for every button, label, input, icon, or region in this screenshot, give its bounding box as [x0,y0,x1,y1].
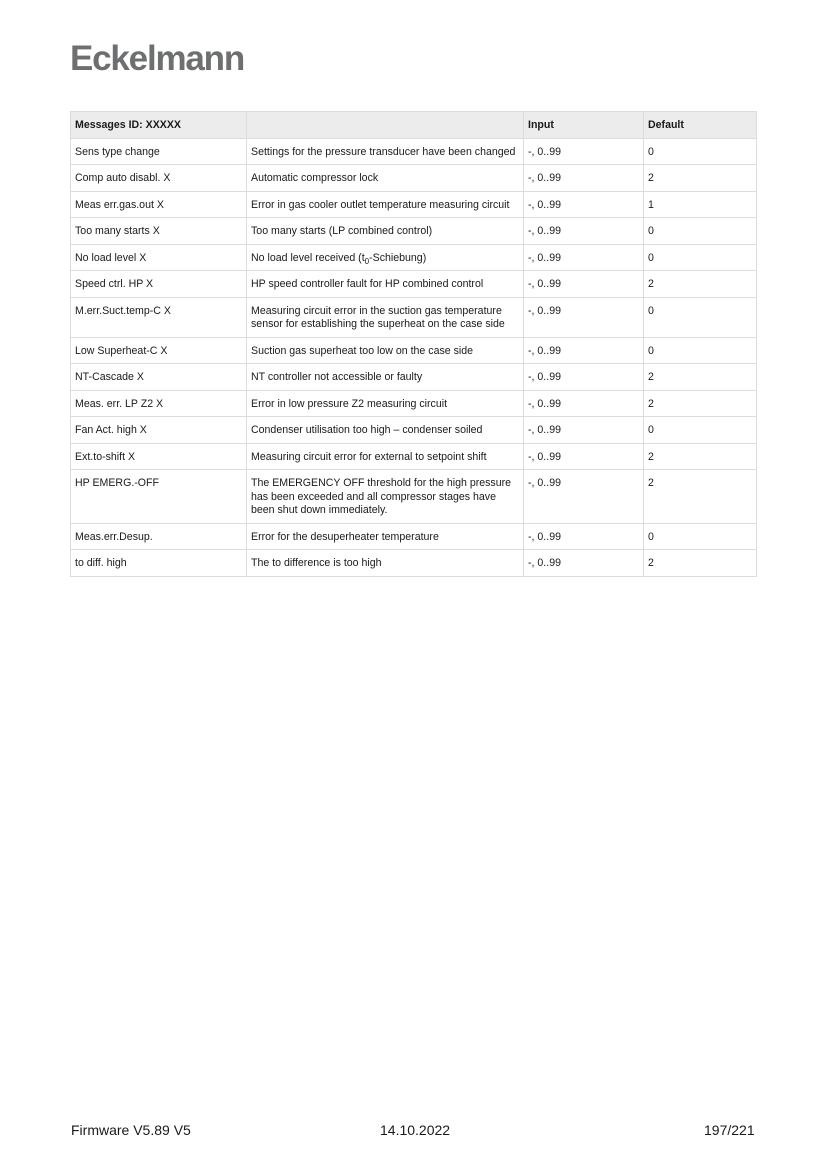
cell-message-id: Sens type change [71,138,247,165]
table-row [71,138,757,165]
cell-message-id: Ext.to-shift X [71,443,247,470]
cell-description: Error in gas cooler outlet temperature measuring circuit [247,191,524,218]
cell-description: The to difference is too high [247,550,524,577]
footer-page-number: 197/221 [704,1122,755,1138]
cell-message-id: Fan Act. high X [71,417,247,444]
cell-message-id: Low Superheat-C X [71,337,247,364]
cell-message-id: Meas err.gas.out X [71,191,247,218]
cell-description: Measuring circuit error in the suction gas temperature sensor for establishing the superheat on the case side [247,297,524,337]
cell-message-id: M.err.Suct.temp-C X [71,297,247,337]
messages-table [70,111,757,577]
cell-default: 2 [644,364,757,391]
table-row [71,244,757,271]
cell-input: -, 0..99 [524,244,644,271]
table-row [71,470,757,524]
cell-message-id: Speed ctrl. HP X [71,271,247,298]
desc-subscript: 0 [364,256,370,266]
cell-default: 0 [644,244,757,271]
table-row [71,337,757,364]
cell-input: -, 0..99 [524,390,644,417]
cell-message-id: No load level X [71,244,247,271]
table-row [71,443,757,470]
cell-message-id: HP EMERG.-OFF [71,470,247,524]
cell-input: -, 0..99 [524,337,644,364]
cell-description: Measuring circuit error for external to setpoint shift [247,443,524,470]
desc-text: -Schiebung) [369,251,427,264]
header-default: Default [644,112,757,139]
cell-default: 2 [644,443,757,470]
cell-input: -, 0..99 [524,364,644,391]
cell-message-id: Meas. err. LP Z2 X [71,390,247,417]
cell-description: Too many starts (LP combined control) [247,218,524,245]
table-row [71,550,757,577]
table-row [71,417,757,444]
cell-default: 1 [644,191,757,218]
cell-default: 0 [644,138,757,165]
cell-input: -, 0..99 [524,523,644,550]
cell-default: 2 [644,550,757,577]
cell-default: 0 [644,218,757,245]
cell-default: 2 [644,470,757,524]
cell-default: 0 [644,417,757,444]
cell-input: -, 0..99 [524,443,644,470]
cell-input: -, 0..99 [524,297,644,337]
cell-default: 0 [644,337,757,364]
cell-message-id: NT-Cascade X [71,364,247,391]
cell-message-id: to diff. high [71,550,247,577]
footer-firmware-version: Firmware V5.89 V5 [71,1122,191,1138]
table-row [71,271,757,298]
cell-default: 0 [644,297,757,337]
table-row [71,218,757,245]
cell-default: 2 [644,390,757,417]
cell-description: Settings for the pressure transducer have been changed [247,138,524,165]
desc-text: No load level received (t [251,251,365,264]
cell-description: Automatic compressor lock [247,165,524,192]
cell-description: Error in low pressure Z2 measuring circuit [247,390,524,417]
cell-input: -, 0..99 [524,550,644,577]
footer-date: 14.10.2022 [380,1122,451,1138]
cell-input: -, 0..99 [524,138,644,165]
header-description [247,112,524,139]
cell-default: 2 [644,165,757,192]
table-row [71,364,757,391]
cell-description: Error for the desuperheater temperature [247,523,524,550]
eckelmann-logo: Eckelmann [70,39,245,78]
cell-message-id: Meas.err.Desup. [71,523,247,550]
header-input: Input [524,112,644,139]
table-row [71,297,757,337]
table-header-row [71,112,757,139]
cell-input: -, 0..99 [524,191,644,218]
cell-default: 0 [644,523,757,550]
cell-message-id: Comp auto disabl. X [71,165,247,192]
table-row [71,390,757,417]
cell-description: NT controller not accessible or faulty [247,364,524,391]
cell-description: The EMERGENCY OFF threshold for the high pressure has been exceeded and all compressor stages have been shut down immediately. [247,470,524,524]
table-row [71,165,757,192]
cell-input: -, 0..99 [524,470,644,524]
cell-message-id: Too many starts X [71,218,247,245]
header-messages-id: Messages ID: XXXXX [71,112,247,139]
cell-input: -, 0..99 [524,218,644,245]
cell-default: 2 [644,271,757,298]
cell-input: -, 0..99 [524,271,644,298]
cell-description: HP speed controller fault for HP combined control [247,271,524,298]
cell-description: Suction gas superheat too low on the case side [247,337,524,364]
cell-description [247,244,524,271]
cell-input: -, 0..99 [524,165,644,192]
cell-input: -, 0..99 [524,417,644,444]
table-row [71,191,757,218]
cell-description: Condenser utilisation too high – condenser soiled [247,417,524,444]
table-row [71,523,757,550]
